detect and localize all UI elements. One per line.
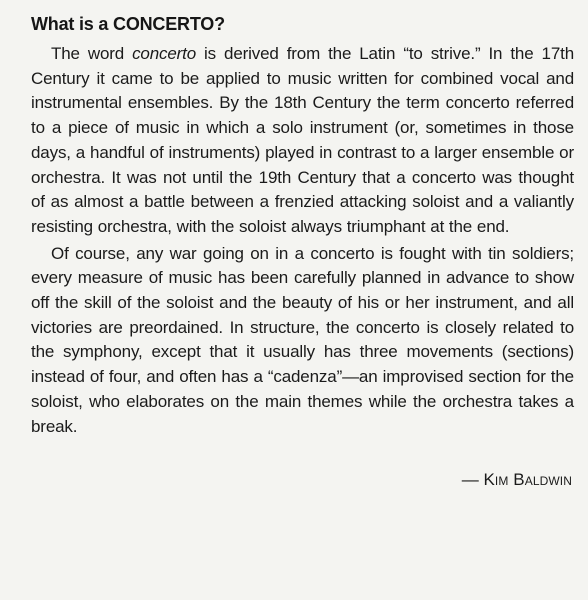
paragraph-structure: Of course, any war going on in a concerto is fought with tin soldiers; every measure of music has been carefully planned in advance to show off the skill of the soloist and the beauty of his or her instrument, and all victories are preordained. In structure, the concerto is closely related to the symphony, except that it usually has three movements (sections) instead of four, and often has a “cadenza”—an improvised section for the soloist, who elaborates on the main themes while the orchestra takes a break. xyxy=(31,243,574,436)
attribution-dash: — xyxy=(461,470,484,489)
document-heading: What is a CONCERTO? xyxy=(31,14,225,34)
author-attribution xyxy=(462,468,572,492)
author-name: Kim Baldwin xyxy=(483,470,572,489)
paragraph-origin-rest: is derived from the Latin “to strive.” In the 17th Century it came to be applied to music written for combined vocal and instrumental ensembles. By the 18th Century the term concerto referred to a piece of music in which a solo instrument (or, sometimes in those days, a handful of instruments) played in contrast to a larger ensemble or orchestra. It was not until the 19th Century that a concerto was thought of as almost a battle between a frenzied attacking soloist and a valiantly resisting orchestra, with the soloist always triumphant at the end. xyxy=(31,44,574,236)
paragraph-origin xyxy=(31,42,574,240)
concerto-italic-word: concerto xyxy=(132,44,197,63)
paragraph-origin-start: The word xyxy=(51,44,133,63)
